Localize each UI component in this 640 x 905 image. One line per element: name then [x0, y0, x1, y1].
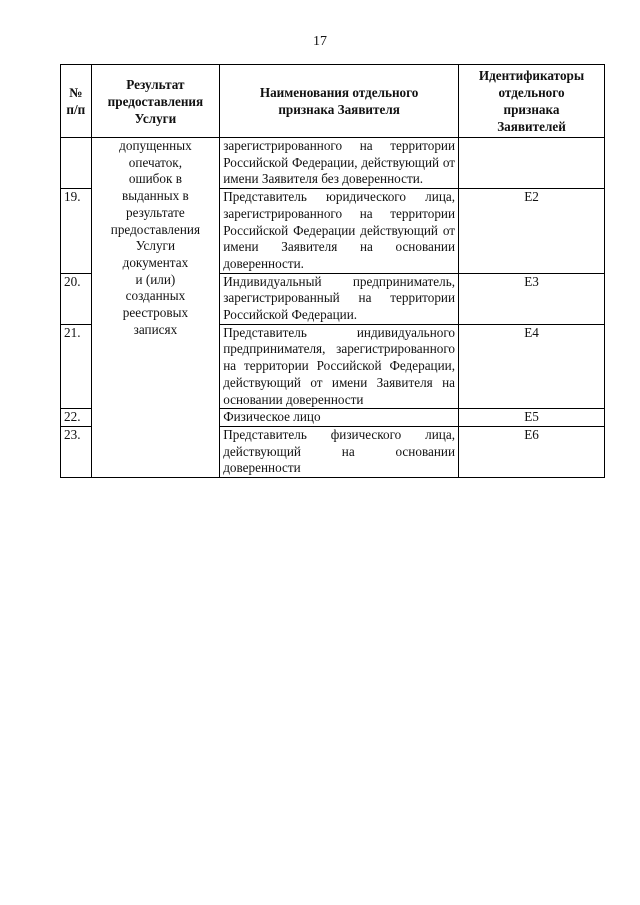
- result-line: предоставления: [110, 221, 201, 237]
- header-line: отдельного: [498, 85, 565, 100]
- header-line: п/п: [66, 102, 86, 117]
- row-number: 23.: [61, 426, 92, 477]
- row-number: 22.: [61, 409, 92, 427]
- applicant-identifier: Е2: [459, 189, 605, 274]
- result-line: документах: [122, 254, 189, 270]
- result-line: записях: [133, 321, 178, 337]
- result-line: выданных в: [122, 188, 189, 204]
- applicant-description: Физическое лицо: [220, 409, 459, 427]
- result-line: Услуги: [135, 238, 176, 254]
- applicant-description: Представитель физического лица, действующий на основании доверенности: [220, 426, 459, 477]
- result-line: созданных: [125, 288, 186, 304]
- applicant-identifier: Е4: [459, 324, 605, 409]
- result-line: результате: [126, 204, 185, 220]
- row-number: [61, 138, 92, 189]
- header-line: признака: [503, 102, 560, 117]
- header-line: Результат: [126, 76, 185, 92]
- header-line: Идентификаторы: [478, 68, 585, 83]
- header-line: Заявителей: [497, 119, 566, 134]
- applicant-description: Представитель юридического лица, зарегистрированного на территории Российской Федерации действующий от имени Заявителя на основании доверенности.: [220, 189, 459, 274]
- result-cell: [91, 138, 220, 478]
- header-line: предоставления: [107, 93, 204, 109]
- header-line: признака Заявителя: [278, 102, 400, 117]
- result-line: допущенных: [119, 138, 192, 153]
- result-line: и (или): [135, 271, 176, 287]
- row-number: 20.: [61, 273, 92, 324]
- table-row: [61, 138, 605, 189]
- applicant-identifier: Е5: [459, 409, 605, 427]
- applicant-description: Индивидуальный предприниматель, зарегистрированный на территории Российской Федерации.: [220, 273, 459, 324]
- applicant-criteria-table: [60, 64, 605, 478]
- row-number: 21.: [61, 324, 92, 409]
- header-num: [61, 65, 92, 138]
- header-ident: [459, 65, 605, 138]
- result-line: ошибок в: [128, 171, 182, 187]
- result-line: опечаток,: [128, 154, 183, 170]
- applicant-identifier: [459, 138, 605, 189]
- table-header-row: [61, 65, 605, 138]
- applicant-description: зарегистрированного на территории Российской Федерации, действующий от имени Заявителя без доверенности.: [220, 138, 459, 189]
- header-line: Услуги: [134, 110, 177, 126]
- result-line: реестровых: [122, 305, 189, 321]
- applicant-identifier: Е6: [459, 426, 605, 477]
- applicant-description: Представитель индивидуального предпринимателя, зарегистрированного на территории Российской Федерации, действующий от имени Заявителя на основании доверенности: [220, 324, 459, 409]
- applicant-identifier: Е3: [459, 273, 605, 324]
- header-line: №: [69, 85, 83, 100]
- header-name: [220, 65, 459, 138]
- header-result: [91, 65, 220, 138]
- page-number: 17: [313, 34, 327, 49]
- header-line: Наименования отдельного: [259, 85, 419, 100]
- row-number: 19.: [61, 189, 92, 274]
